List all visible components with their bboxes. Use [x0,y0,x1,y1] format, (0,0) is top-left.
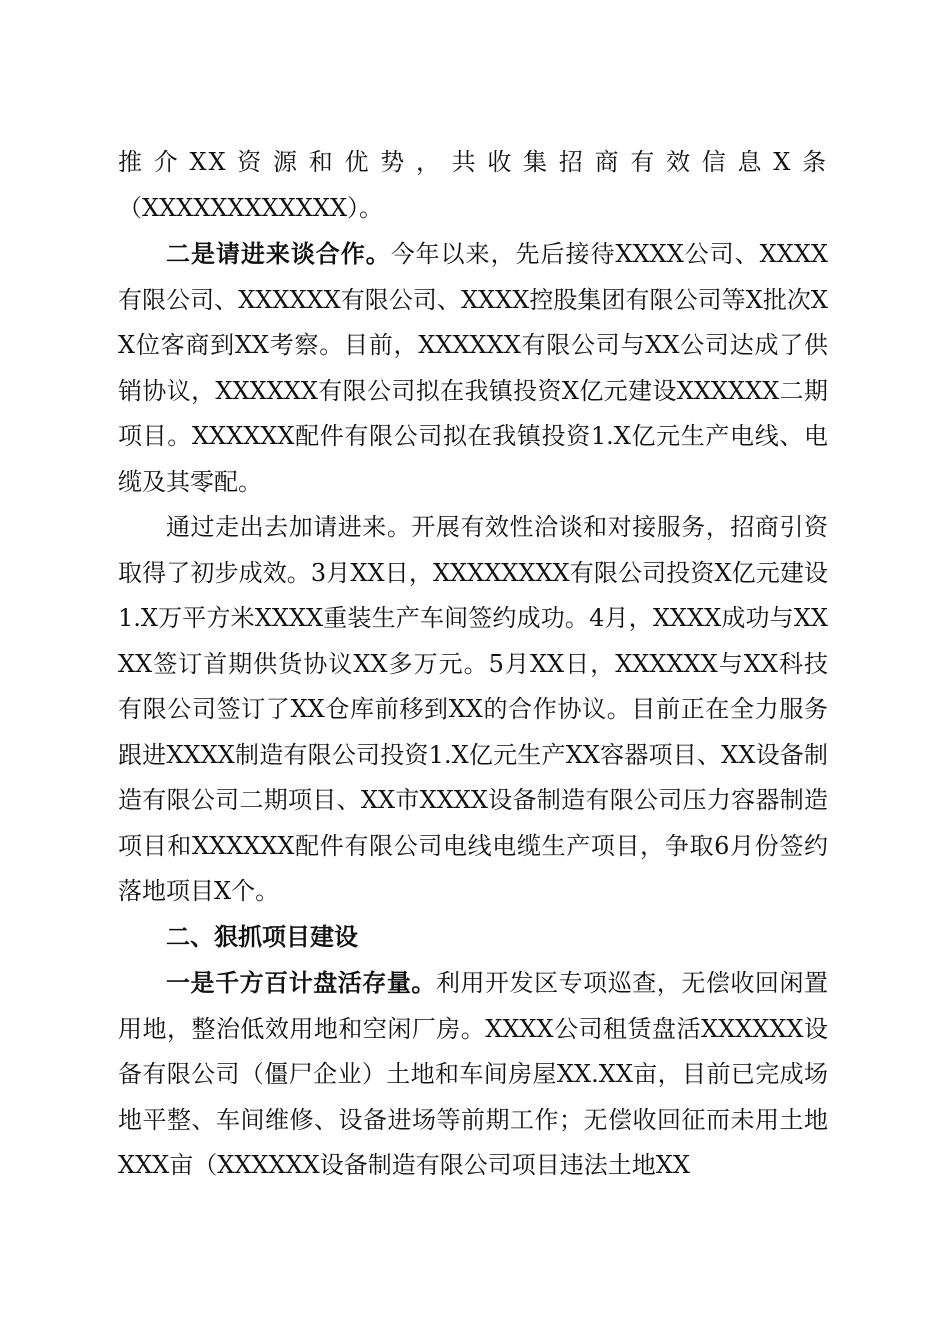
paragraph-4-lead: 一是千方百计盘活存量。 [166,968,436,997]
paragraph-4-body: 利用开发区专项巡查，无偿收回闲置用地，整治低效用地和空闲厂房。XXXX公司租赁盘活XXXXXX设备有限公司（僵尸企业）土地和车间房屋XX.XX亩，目前已完成场地平整、车间维修、设备进场等前期工作；无偿收回征而未用土地XXX亩（XXXXXX设备制造有限公司项目违法土地XX [118,969,829,1179]
section-heading: 二、狠抓项目建设 [166,922,358,951]
paragraph-1-body: （XXXXXXXXXXXX）。 [118,193,384,222]
paragraph-4 [118,960,828,1189]
paragraph-2-lead: 二是请进来谈合作。 [166,239,391,268]
paragraph-1-first-line: 推介XX资源和优势，共收集招商有效信息X条 [118,148,828,176]
paragraph-1-line-1 [118,140,828,186]
paragraph-3-body: 通过走出去加请进来。开展有效性洽谈和对接服务，招商引资取得了初步成效。3月XX日，XXXXXXXX有限公司投资X亿元建设1.X万平方米XXXX重装生产车间签约成功。4月，XXXX成功与XXXX签订首期供货协议XX多万元。5月XX日，XXXXXX与XX科技有限公司签订了XX仓库前移到XX的合作协议。目前正在全力服务跟进XXXX制造有限公司投资1.X亿元生产XX容器项目、XX设备制造有限公司二期项目、XX市XXXX设备制造有限公司压力容器制造项目和XXXXXX配件有限公司电线电缆生产项目，争取6月份签约落地项目X个。 [118,513,828,905]
paragraph-3 [118,505,828,915]
paragraph-1-line-2 [118,186,828,232]
paragraph-2-body: 今年以来，先后接待XXXX公司、XXXX有限公司、XXXXXX有限公司、XXXX控股集团有限公司等X批次XX位客商到XX考察。目前，XXXXXX有限公司与XX公司达成了供销协议，XXXXXX有限公司拟在我镇投资X亿元建设XXXXXX二期项目。XXXXXX配件有限公司拟在我镇投资1.X亿元生产电线、电缆及其零配。 [118,240,828,496]
document-body [118,140,828,1189]
paragraph-2 [118,231,828,505]
